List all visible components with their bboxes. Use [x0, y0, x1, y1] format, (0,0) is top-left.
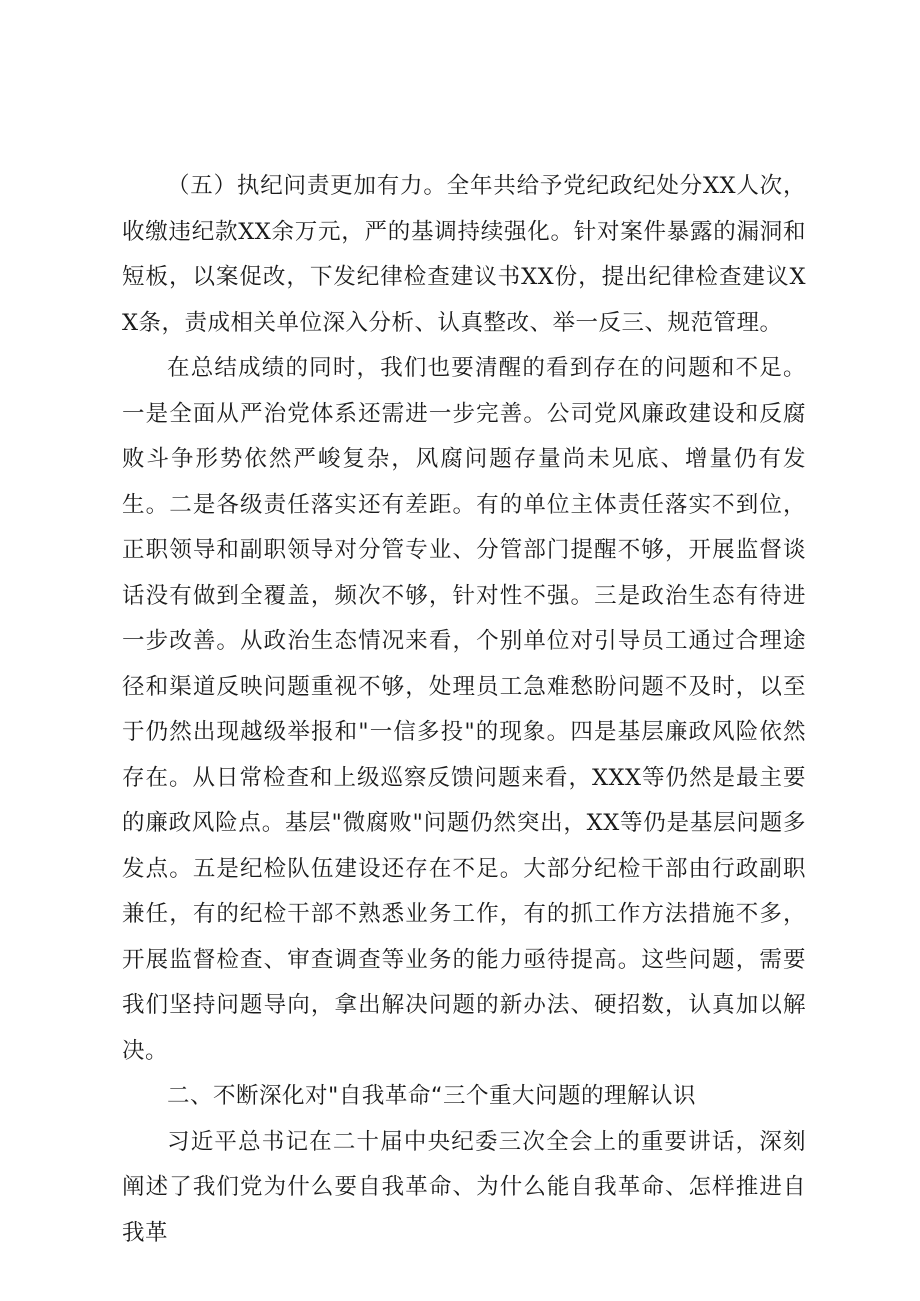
section-heading-self-revolution: 二、不断深化对"自我革命“三个重大问题的理解认识: [167, 1083, 697, 1109]
paragraph-discipline-accountability: （五）执纪问责更加有力。全年共给予党纪政纪处分XX人次，收缴违纪款XX余万元，严的基调持续强化。针对案件暴露的漏洞和短板，以案促改，下发纪律检查建议书XX份，提出纪律检查建议XX条，责成相关单位深入分析、认真整改、举一反三、规范管理。: [122, 173, 806, 336]
paragraph-problems-and-shortcomings: 在总结成绩的同时，我们也要清醒的看到存在的问题和不足。一是全面从严治党体系还需进一步完善。公司党风廉政建设和反腐败斗争形势依然严峻复杂，风腐问题存量尚未见底、增量仍有发生。二是各级责任落实还有差距。有的单位主体责任落实不到位，正职领导和副职领导对分管专业、分管部门提醒不够，开展监督谈话没有做到全覆盖，频次不够，针对性不强。三是政治生态有待进一步改善。从政治生态情况来看，个别单位对引导员工通过合理途径和渠道反映问题重视不够，处理员工急难愁盼问题不及时，以至于仍然出现越级举报和"一信多投"的现象。四是基层廉政风险依然存在。从日常检查和上级巡察反馈问题来看，XXX等仍然是最主要的廉政风险点。基层"微腐败"问题仍然突出，XX等仍是基层问题多发点。五是纪检队伍建设还存在不足。大部分纪检干部由行政副职兼任，有的纪检干部不熟悉业务工作，有的抓工作方法措施不多，开展监督检查、审查调查等业务的能力亟待提高。这些问题，需要我们坚持问题导向，拿出解决问题的新办法、硬招数，认真加以解决。: [122, 355, 806, 1064]
document-body: [122, 164, 806, 1256]
paragraph-important-speech: 习近平总书记在二十届中央纪委三次全会上的重要讲话，深刻阐述了我们党为什么要自我革命、为什么能自我革命、怎样推进自我革: [122, 1128, 806, 1246]
